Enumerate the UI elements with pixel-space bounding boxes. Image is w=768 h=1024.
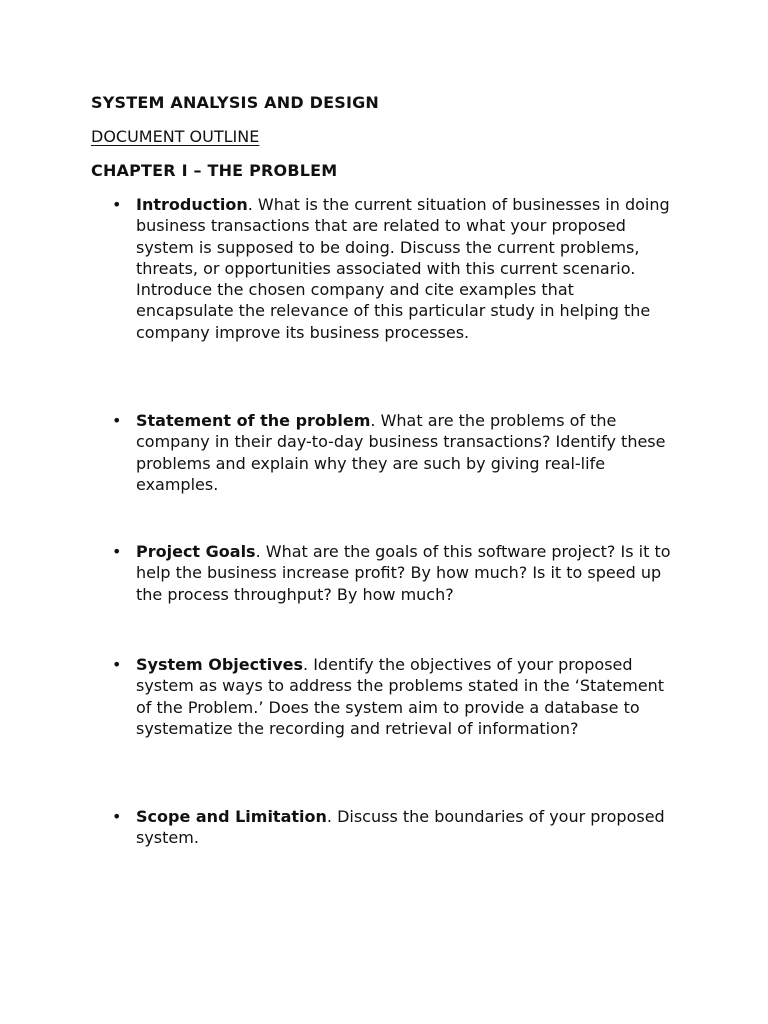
- outline-item-body: [136, 541, 676, 605]
- outline-item-text: . Discuss the boundaries of your proposed system.: [136, 807, 665, 848]
- outline-item-statement-of-the-problem: [112, 410, 672, 495]
- outline-item-term: Scope and Limitation: [136, 807, 327, 826]
- outline-item-text: . What are the problems of the company in their day-to-day business transactions? Identify these problems and explain why they are such by giving real-life examples.: [136, 411, 666, 494]
- outline-item-text: . Identify the objectives of your proposed system as ways to address the problems stated in the ‘Statement of the Problem.’ Does the system aim to provide a database to systematize the recording and retrieval of information?: [136, 655, 665, 738]
- outline-item-term: Project Goals: [136, 542, 256, 561]
- outline-item-project-goals: [112, 541, 672, 605]
- bullet-icon: •: [112, 195, 122, 214]
- outline-item-term: Introduction: [136, 195, 248, 214]
- outline-item-term: System Objectives: [136, 655, 304, 674]
- outline-item-term: Statement of the problem: [136, 411, 371, 430]
- outline-item-body: [136, 806, 676, 849]
- outline-item-body: [136, 194, 676, 343]
- outline-item-text: . What are the goals of this software project? Is it to help the business increase profit? By how much? Is it to speed up the process throughput? By how much?: [136, 542, 671, 604]
- document-title: SYSTEM ANALYSIS AND DESIGN: [91, 93, 380, 112]
- bullet-icon: •: [112, 542, 122, 561]
- outline-item-text: . What is the current situation of businesses in doing business transactions that are related to what your proposed system is supposed to be doing. Discuss the current problems, threats, or opportunities associated with this current scenario. Introduce the chosen company and cite examples that encapsulate the relevance of this particular study in helping the company improve its business processes.: [136, 195, 670, 342]
- bullet-icon: •: [112, 807, 122, 826]
- bullet-icon: •: [112, 411, 122, 430]
- outline-item-scope-and-limitation: [112, 806, 672, 849]
- document-subtitle: DOCUMENT OUTLINE: [91, 127, 260, 146]
- bullet-icon: •: [112, 655, 122, 674]
- outline-item-introduction: [112, 194, 672, 343]
- chapter-heading: CHAPTER I – THE PROBLEM: [91, 161, 338, 180]
- outline-item-body: [136, 410, 676, 495]
- outline-item-body: [136, 654, 676, 739]
- outline-item-system-objectives: [112, 654, 672, 739]
